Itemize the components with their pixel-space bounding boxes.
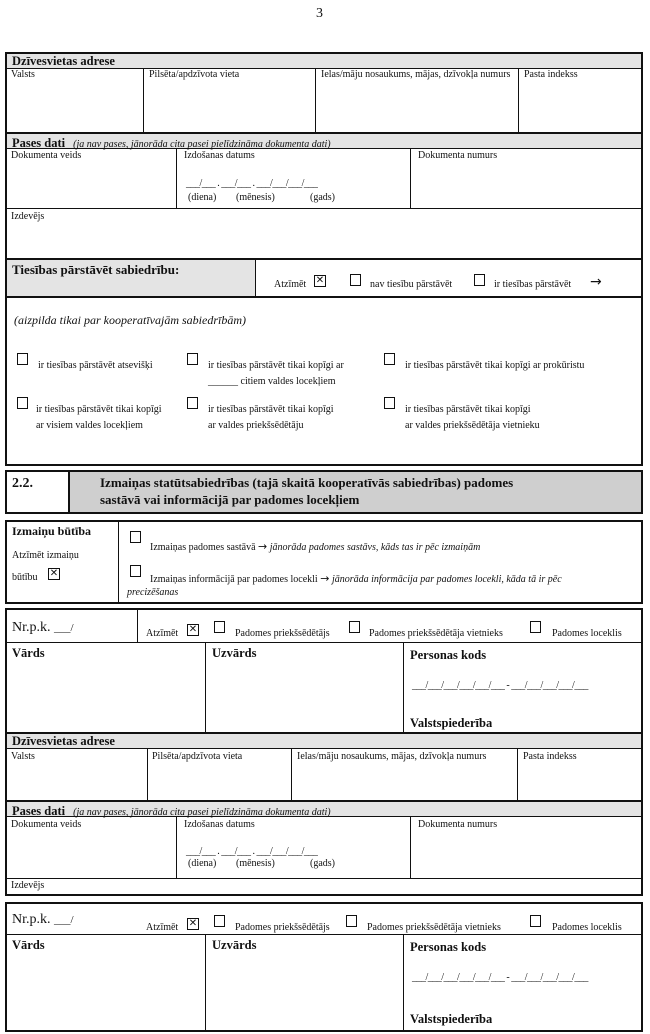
change-mark-label: Atzīmēt izmaiņu — [12, 550, 79, 561]
personal-code-label: Personas kods — [410, 648, 487, 662]
change-info-checkbox[interactable] — [130, 565, 141, 577]
month-label: (mēnesis) — [236, 192, 275, 203]
rights-with-chair-label: ir tiesības pārstāvēt tikai kopīgi — [208, 404, 334, 415]
last-name-field[interactable]: Uzvārds — [212, 646, 257, 660]
rights-with-n-members-label: ir tiesības pārstāvēt tikai kopīgi ar — [208, 360, 344, 371]
country-field[interactable]: Valsts — [11, 751, 35, 762]
coop-note: (aizpilda tikai par kooperatīvajām sabiedrībām) — [14, 313, 246, 327]
doc-number-field[interactable]: Dokumenta numurs — [418, 150, 498, 161]
arrow-icon: → — [258, 540, 268, 553]
section-title-line2: sastāvā vai informācijā par padomes locekļiem — [100, 492, 360, 507]
has-right-checkbox[interactable] — [474, 274, 485, 286]
rights-with-vice-chair-checkbox[interactable] — [384, 397, 395, 409]
doc-type-field[interactable]: Dokumenta veids — [11, 819, 82, 830]
address-title: Dzīvesvietas adrese — [12, 54, 115, 68]
section-title-line1: Izmaiņas statūtsabiedrības (tajā skaitā kooperatīvās sabiedrības) padomes — [100, 475, 514, 490]
rights-with-all-members-line2: ar visiem valdes locekļiem — [36, 420, 143, 431]
role-mark-example: ✕ — [188, 624, 198, 635]
month-label: (mēnesis) — [236, 858, 275, 869]
role-chair-checkbox[interactable] — [214, 915, 225, 927]
change-composition-checkbox[interactable] — [130, 531, 141, 543]
issue-date-input[interactable]: ___/___ . ___/___ . ___/___/___/___ — [186, 846, 318, 857]
rights-with-chair-line2: ar valdes priekšsēdētāju — [208, 420, 304, 431]
first-name-field[interactable]: Vārds — [12, 938, 45, 952]
rights-with-n-members-checkbox[interactable] — [187, 353, 198, 365]
role-chair-label: Padomes priekšsēdētājs — [235, 628, 330, 639]
personal-code-label: Personas kods — [410, 940, 487, 954]
passport-note: (ja nav pases, jānorāda cita pasei pielīdzināma dokumenta dati) — [73, 139, 331, 150]
rights-with-vice-chair-label: ir tiesības pārstāvēt tikai kopīgi — [405, 404, 531, 415]
change-info-label: Izmaiņas informācijā par padomes locekli — [150, 574, 318, 585]
rights-with-chair-checkbox[interactable] — [187, 397, 198, 409]
postcode-field[interactable]: Pasta indekss — [524, 69, 578, 80]
change-composition-label: Izmaiņas padomes sastāvā — [150, 542, 256, 553]
role-mark-example: ✕ — [188, 918, 198, 929]
role-vice-chair-checkbox[interactable] — [349, 621, 360, 633]
country-field[interactable]: Valsts — [11, 69, 35, 80]
rights-with-vice-chair-line2: ar valdes priekšsēdētāja vietnieku — [405, 420, 540, 431]
personal-code-input[interactable]: ___/___/___/___/___/___ - ___/___/___/___/___ — [412, 972, 588, 983]
rights-separately-label: ir tiesības pārstāvēt atsevišķi — [38, 360, 153, 371]
day-label: (diena) — [188, 192, 217, 203]
member-number-input[interactable]: ___/ — [54, 914, 74, 926]
role-mark-label: Atzīmēt — [146, 922, 179, 933]
member-number-label: Nr.p.k. — [12, 620, 51, 635]
change-mark-example: ✕ — [49, 568, 59, 579]
change-info-note-cont: precizēšanas — [127, 587, 179, 598]
day-label: (diena) — [188, 858, 217, 869]
rights-mark-example: ✕ — [315, 275, 325, 286]
city-field[interactable]: Pilsēta/apdzīvota vieta — [152, 751, 243, 762]
member-number-label: Nr.p.k. — [12, 912, 51, 927]
issue-date-input[interactable]: ___/___ . ___/___ . ___/___/___/___ — [186, 178, 318, 189]
personal-code-input[interactable]: ___/___/___/___/___/___ - ___/___/___/___/___ — [412, 680, 588, 691]
role-member-label: Padomes loceklis — [552, 628, 622, 639]
year-label: (gads) — [310, 192, 335, 203]
first-name-field[interactable]: Vārds — [12, 646, 45, 660]
rights-with-n-members-line2: ______ citiem valdes locekļiem — [208, 376, 336, 387]
citizenship-field[interactable]: Valstspiederība — [410, 1012, 493, 1026]
role-member-checkbox[interactable] — [530, 621, 541, 633]
change-info-note: jānorāda informācija par padomes locekli, kāda tā ir pēc — [331, 574, 562, 585]
change-composition-note: jānorāda padomes sastāvs, kāds tas ir pēc izmaiņām — [269, 542, 481, 553]
rights-with-procurator-label: ir tiesības pārstāvēt tikai kopīgi ar prokūristu — [405, 360, 585, 371]
role-vice-chair-label: Padomes priekšsēdētāja vietnieks — [369, 628, 503, 639]
rights-with-all-members-checkbox[interactable] — [17, 397, 28, 409]
role-vice-chair-label: Padomes priekšsēdētāja vietnieks — [367, 922, 501, 933]
last-name-field[interactable]: Uzvārds — [212, 938, 257, 952]
issue-date-label: Izdošanas datums — [184, 819, 255, 830]
issue-date-label: Izdošanas datums — [184, 150, 255, 161]
change-title: Izmaiņu būtība — [12, 524, 92, 538]
passport-note: (ja nav pases, jānorāda cita pasei pielīdzināma dokumenta dati) — [73, 807, 331, 818]
no-right-checkbox[interactable] — [350, 274, 361, 286]
city-field[interactable]: Pilsēta/apdzīvota vieta — [149, 69, 240, 80]
issuer-field[interactable]: Izdevējs — [11, 211, 45, 222]
passport-title: Pases dati — [12, 804, 66, 818]
rights-with-procurator-checkbox[interactable] — [384, 353, 395, 365]
year-label: (gads) — [310, 858, 335, 869]
arrow-icon: → — [320, 572, 330, 585]
change-mark-label-2: būtību — [12, 572, 38, 583]
citizenship-field[interactable]: Valstspiederība — [410, 716, 493, 730]
address-title: Dzīvesvietas adrese — [12, 734, 115, 748]
member-number-input[interactable]: ___/ — [54, 622, 74, 634]
street-field[interactable]: Ielas/māju nosaukums, mājas, dzīvokļa numurs — [297, 751, 487, 762]
role-member-checkbox[interactable] — [530, 915, 541, 927]
doc-type-field[interactable]: Dokumenta veids — [11, 150, 82, 161]
rights-title: Tiesības pārstāvēt sabiedrību: — [12, 262, 180, 277]
postcode-field[interactable]: Pasta indekss — [523, 751, 577, 762]
page-number: 3 — [316, 6, 323, 21]
passport-title: Pases dati — [12, 136, 66, 150]
change-nature-block — [5, 520, 643, 604]
no-right-label: nav tiesību pārstāvēt — [370, 279, 453, 290]
section-number: 2.2. — [12, 476, 33, 491]
rights-separately-checkbox[interactable] — [17, 353, 28, 365]
doc-number-field[interactable]: Dokumenta numurs — [418, 819, 498, 830]
rights-with-all-members-label: ir tiesības pārstāvēt tikai kopīgi — [36, 404, 162, 415]
issuer-field[interactable]: Izdevējs — [11, 880, 45, 891]
street-field[interactable]: Ielas/māju nosaukums, mājas, dzīvokļa numurs — [321, 69, 511, 80]
role-member-label: Padomes loceklis — [552, 922, 622, 933]
has-right-label: ir tiesības pārstāvēt — [494, 279, 572, 290]
role-chair-checkbox[interactable] — [214, 621, 225, 633]
arrow-icon: → — [590, 274, 602, 290]
role-chair-label: Padomes priekšsēdētājs — [235, 922, 330, 933]
role-vice-chair-checkbox[interactable] — [346, 915, 357, 927]
role-mark-label: Atzīmēt — [146, 628, 179, 639]
rights-mark-label: Atzīmēt — [274, 279, 307, 290]
